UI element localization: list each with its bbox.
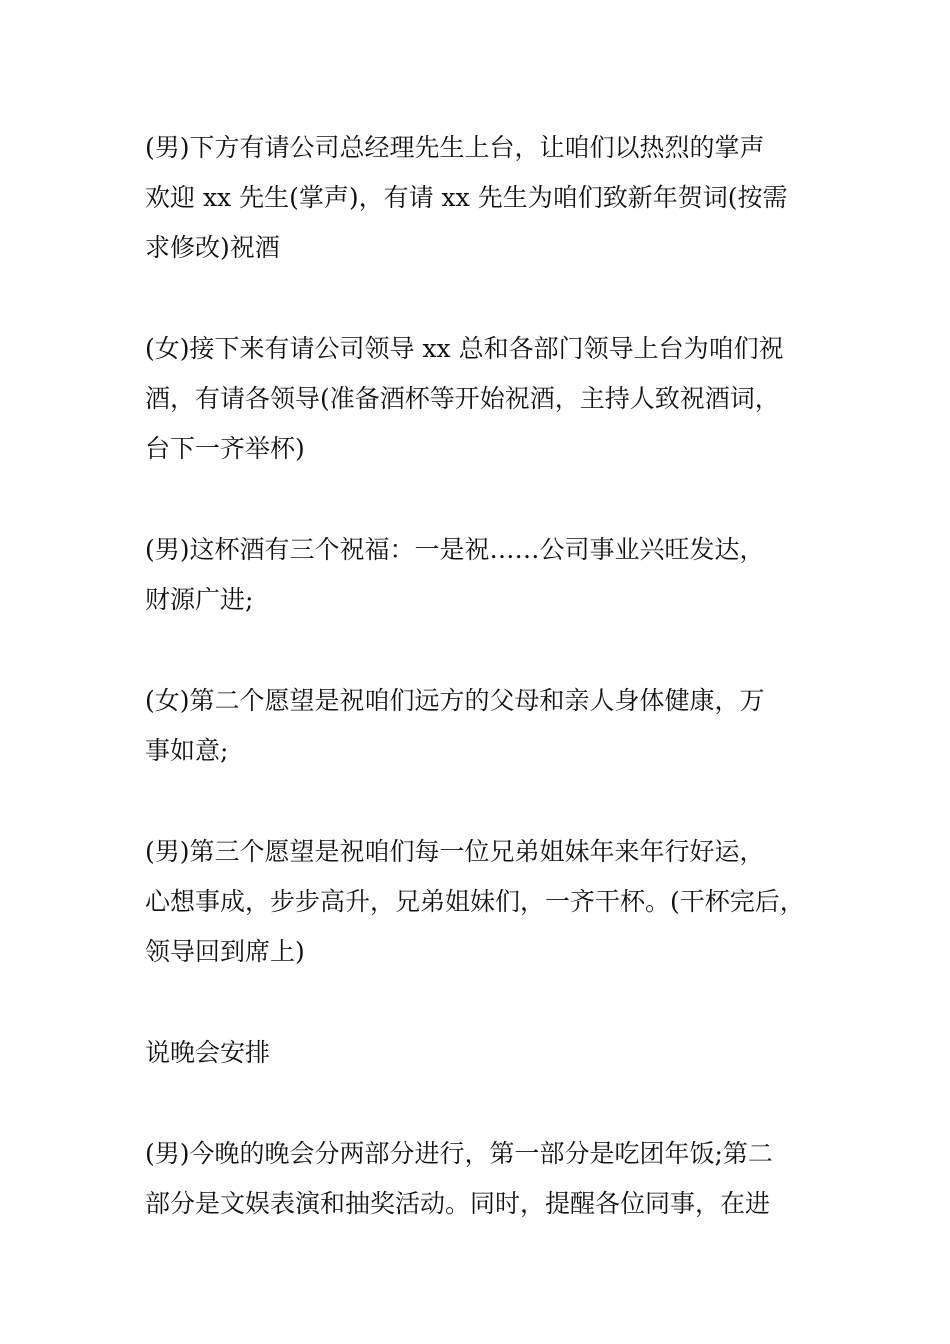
paragraph-evening-schedule [145,1129,845,1229]
text-line: 求修改)祝酒 [145,233,280,262]
document-body [145,123,845,1280]
text-line: 部分是文娱表演和抽奖活动。同时，提醒各位同事，在进 [145,1189,771,1218]
text-line: 台下一齐举杯) [145,434,305,463]
text-line: 财源广进; [145,585,254,614]
paragraph-toast-invitation [145,123,845,273]
text-line: (男)第三个愿望是祝咱们每一位兄弟姐妹年来年行好运， [145,837,765,866]
text-line: (女)接下来有请公司领导 xx 总和各部门领导上台为咱们祝 [145,334,784,363]
text-line: (女)第二个愿望是祝咱们远方的父母和亲人身体健康，万 [145,686,765,715]
text-line: (男)今晚的晚会分两部分进行，第一部分是吃团年饭;第二 [145,1139,773,1168]
paragraph-second-blessing [145,676,845,776]
text-line: (男)下方有请公司总经理先生上台，让咱们以热烈的掌声 [145,133,765,162]
text-line: 心想事成，步步高升，兄弟姐妹们，一齐干杯。(干杯完后， [145,887,805,916]
section-heading-evening-arrangement [145,1028,845,1078]
paragraph-third-blessing [145,827,845,977]
section-heading: 说晚会安排 [145,1038,271,1067]
text-line: (男)这杯酒有三个祝福：一是祝……公司事业兴旺发达， [145,535,765,564]
text-line: 领导回到席上) [145,937,305,966]
paragraph-leaders-toast [145,324,845,474]
text-line: 酒，有请各领导(准备酒杯等开始祝酒，主持人致祝酒词， [145,384,780,413]
text-line: 事如意; [145,736,229,765]
text-line: 欢迎 xx 先生(掌声)，有请 xx 先生为咱们致新年贺词(按需 [145,183,788,212]
paragraph-first-blessing [145,525,845,625]
